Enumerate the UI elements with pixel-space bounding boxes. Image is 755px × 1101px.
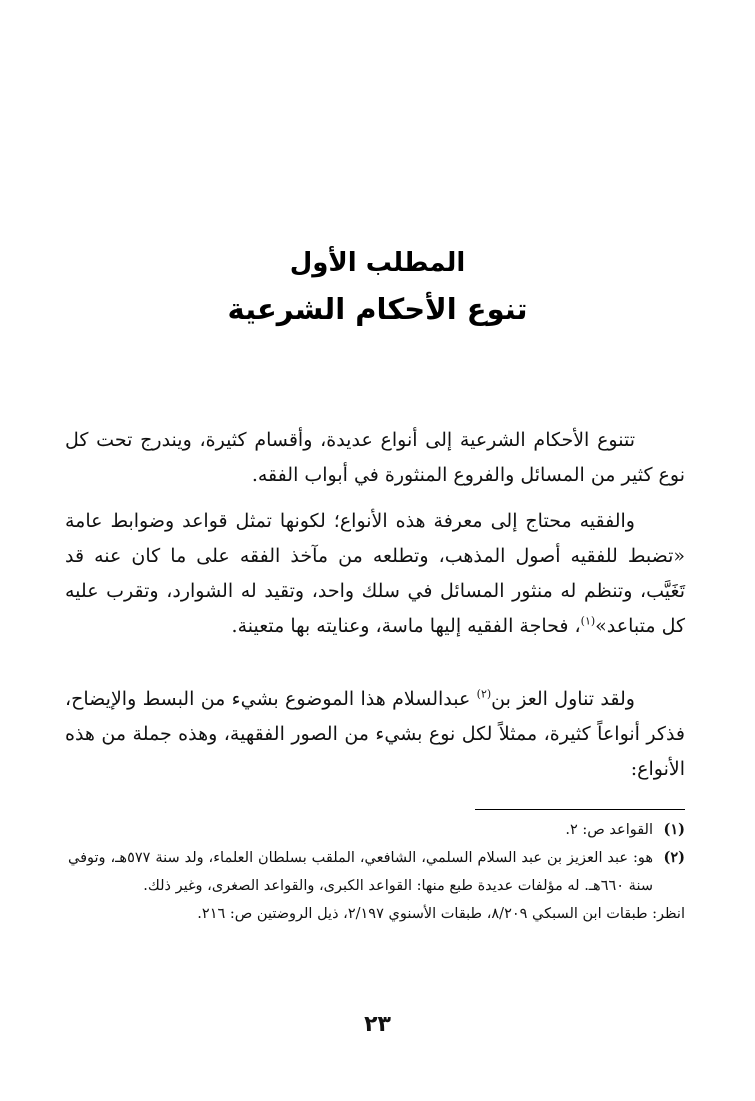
footnote-2-sources [68,900,685,928]
footnote-2 [68,844,685,900]
paragraph-text [65,504,685,644]
footnote-text: انظر: طبقات ابن السبكي ٨/٢٠٩، طبقات الأسنوي ٢/١٩٧، ذيل الروضتين ص: ٢١٦. [197,906,685,922]
paragraph-text: تتنوع الأحكام الشرعية إلى أنواع عديدة، وأقسام كثيرة، ويندرج تحت كل نوع كثير من المسائل والفروع المنثورة في أبواب الفقه. [65,429,685,486]
body-paragraph-1 [65,423,685,493]
body-paragraph-3 [65,682,685,787]
paragraph-text-part: ، فحاجة الفقيه إليها ماسة، وعنايته بها متعينة. [231,615,581,637]
footnote-reference-2: (٢) [476,687,492,701]
footnote-mark: (٢) [663,849,685,866]
section-subtitle: المطلب الأول [289,248,466,278]
footnote-divider [475,809,685,810]
paragraph-text-part: عبدالسلام هذا الموضوع بشيء من البسط والإيضاح، فذكر أنواعاً كثيرة، ممثلاً لكل نوع بشيء من الصور الفقهية، وهذه جملة من هذه الأنواع: [65,688,685,780]
footnote-reference-1: (١) [580,614,596,628]
footnote-text: هو: عبد العزيز بن عبد السلام السلمي، الشافعي، الملقب بسلطان العلماء، ولد سنة ٥٧٧هـ، وتوفي سنة ٦٦٠هـ. له مؤلفات عديدة طبع منها: القواعد الكبرى، والقواعد الصغرى، وغير ذلك. [68,850,653,894]
paragraph-text-part: ولقد تناول العز بن [491,688,635,710]
paragraph-text [65,682,685,787]
paragraph-text-part: والفقيه محتاج إلى معرفة هذه الأنواع؛ لكونها تمثل قواعد وضوابط عامة «تضبط للفقيه أصول المذهب، وتطلعه من مآخذ الفقه على ما كان عنه قد تَغَيَّب، وتنظم له منثور المسائل في سلك واحد، وتقيد له الشوارد، وتقرب عليه كل متباعد» [65,510,685,637]
footnote-1 [68,816,685,844]
body-paragraph-2 [65,504,685,644]
footnote-mark: (١) [663,821,685,838]
section-title: تنوع الأحكام الشرعية [227,292,528,326]
footnotes [68,816,685,928]
footnote-text: القواعد ص: ٢. [565,822,653,838]
page-number: ٢٣ [364,1012,391,1037]
